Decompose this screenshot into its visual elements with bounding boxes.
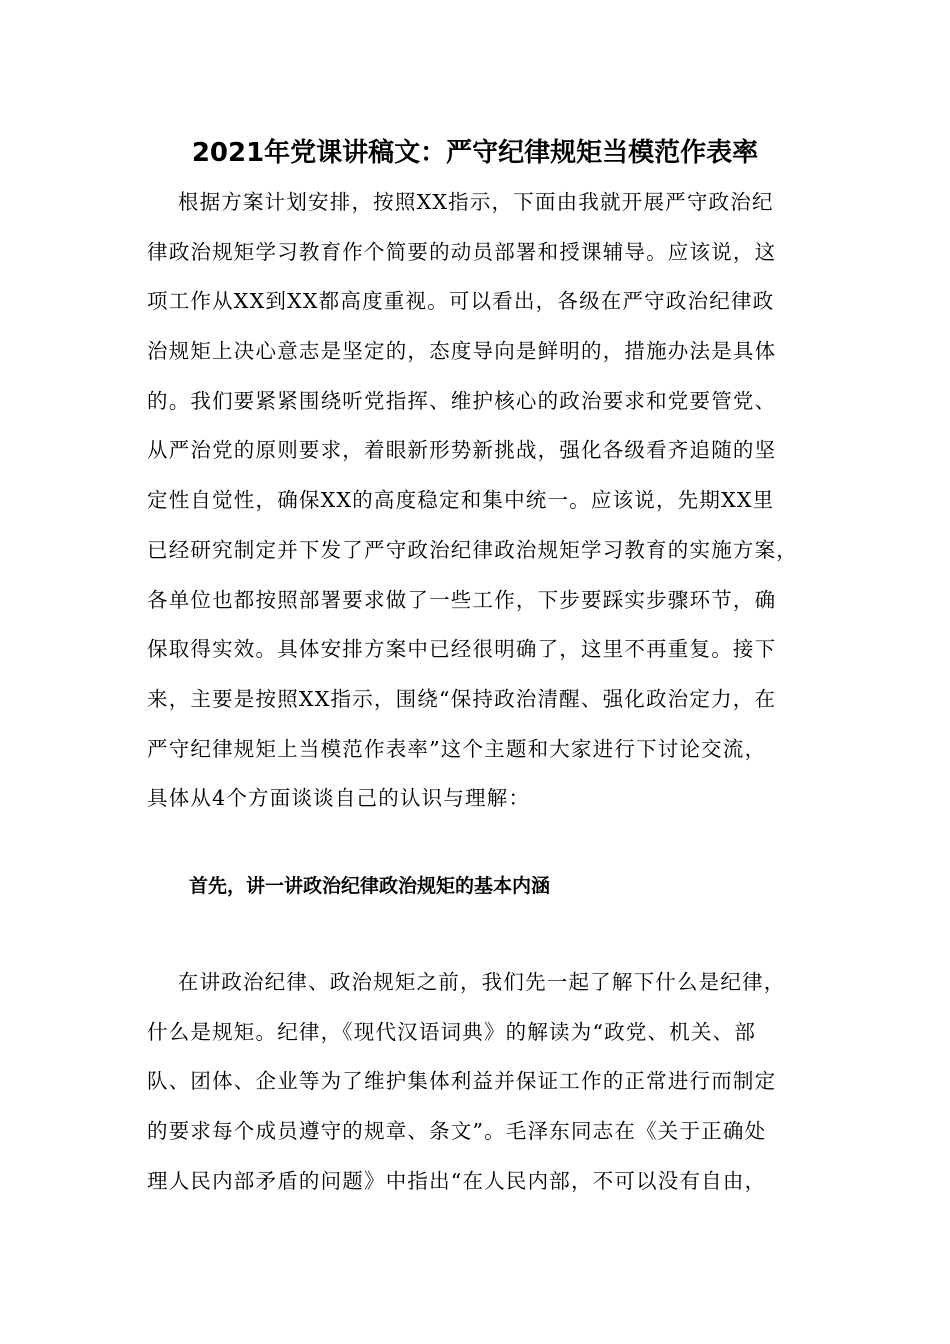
paragraph-line: 项工作从XX到XX都高度重视。可以看出，各级在严守政治纪律政 bbox=[147, 289, 775, 314]
paragraph-line: 什么是规矩。纪律，《现代汉语词典》的解读为“政党、机关、部 bbox=[147, 1019, 757, 1044]
paragraph-line: 严守纪律规矩上当模范作表率”这个主题和大家进行下讨论交流， bbox=[147, 736, 767, 761]
paragraph-line: 已经研究制定并下发了严守政治纪律政治规矩学习教育的实施方案， bbox=[147, 537, 798, 562]
document-title: 2021年党课讲稿文：严守纪律规矩当模范作表率 bbox=[191, 138, 759, 168]
paragraph-line: 各单位也都按照部署要求做了一些工作，下步要踩实步骤环节，确 bbox=[147, 587, 777, 612]
section-heading: 首先，讲一讲政治纪律政治规矩的基本内涵 bbox=[189, 875, 551, 897]
paragraph-line: 具体从4个方面谈谈自己的认识与理解： bbox=[147, 786, 531, 811]
paragraph-line: 律政治规矩学习教育作个简要的动员部署和授课辅导。应该说，这 bbox=[147, 239, 777, 264]
paragraph-line: 理人民内部矛盾的问题》中指出“在人民内部，不可以没有自由， bbox=[147, 1168, 767, 1193]
paragraph-line: 来，主要是按照XX指示，围绕“保持政治清醒、强化政治定力，在 bbox=[147, 686, 777, 711]
paragraph-line: 治规矩上决心意志是坚定的，态度导向是鲜明的，措施办法是具体 bbox=[147, 339, 777, 364]
paragraph-line: 的。我们要紧紧围绕听党指挥、维护核心的政治要求和党要管党、 bbox=[147, 388, 777, 413]
paragraph-line: 队、团体、企业等为了维护集体利益并保证工作的正常进行而制定 bbox=[147, 1069, 777, 1094]
paragraph-definition bbox=[147, 958, 847, 1206]
paragraph-line: 定性自觉性，确保XX的高度稳定和集中统一。应该说，先期XX里 bbox=[147, 488, 775, 513]
paragraph-line: 的要求每个成员遵守的规章、条文”。毛泽东同志在《关于正确处 bbox=[147, 1119, 767, 1144]
paragraph-line: 从严治党的原则要求，着眼新形势新挑战，强化各级看齐追随的坚 bbox=[147, 438, 777, 463]
paragraph-line: 保取得实效。具体安排方案中已经很明确了，这里不再重复。接下 bbox=[147, 637, 777, 662]
paragraph-line: 根据方案计划安排，按照XX指示，下面由我就开展严守政治纪 bbox=[147, 190, 774, 214]
paragraph-line: 在讲政治纪律、政治规矩之前，我们先一起了解下什么是纪律， bbox=[147, 970, 786, 994]
paragraph-intro bbox=[147, 178, 847, 824]
